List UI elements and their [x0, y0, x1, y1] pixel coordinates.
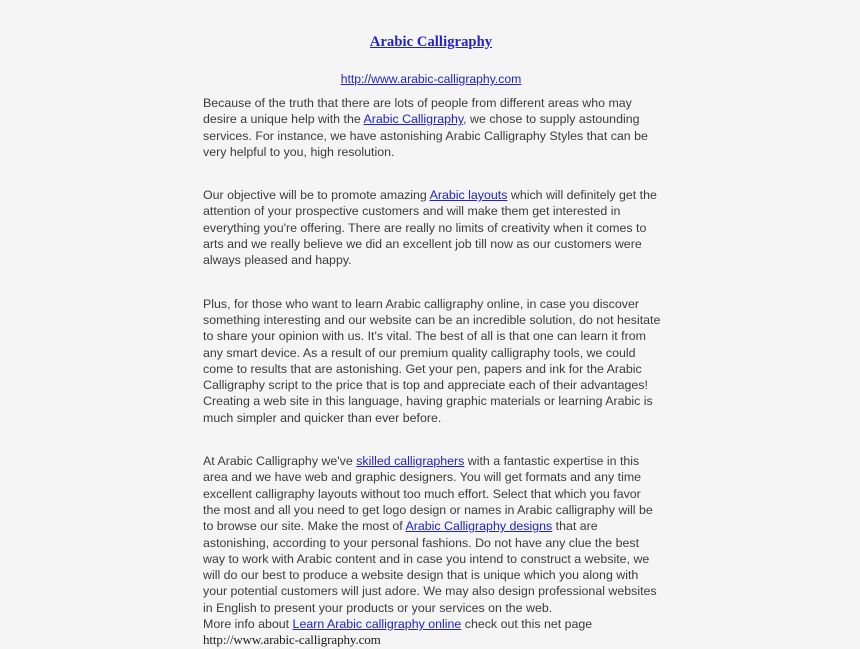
link-learn-arabic-calligraphy-online[interactable]: Learn Arabic calligraphy online — [292, 617, 462, 632]
link-arabic-calligraphy-designs[interactable]: Arabic Calligraphy designs — [405, 519, 553, 534]
more-info-line — [203, 616, 661, 632]
more-info-suffix: check out this net page — [461, 617, 593, 632]
paragraph-3 — [203, 296, 661, 426]
paragraph-4 — [203, 453, 661, 616]
footer-url: http://www.arabic-calligraphy.com — [203, 632, 381, 648]
paragraph-2-text-2: which will definitely get the attention of your prospective customers and will make them get interested in everything you're offering. There are really no limits of creativity when it comes to arts and we really believe we did an excellent job till now as our customers were always pleased and happy. — [203, 188, 657, 268]
header-url-link[interactable]: http://www.arabic-calligraphy.com — [340, 72, 522, 86]
paragraph-4-text-1: At Arabic Calligraphy we've — [203, 454, 357, 469]
paragraph-1-text-2: , we chose to supply astounding services. For instance, we have astonishing Arabic Calligraphy Styles that can be very helpful to you, high resolution. — [203, 112, 648, 159]
paragraph-4-text-3: that are astonishing, according to your personal fashions. Do not have any clue the best way to work with Arabic content and in case you intend to construct a website, we will do our best to produce a website design that is unique which you along with your potential customers will just adore. We may also design professional websites in English to present your products or your services on the web. — [203, 519, 657, 615]
link-skilled-calligraphers[interactable]: skilled calligraphers — [356, 454, 465, 469]
paragraph-4-text-2: with a fantastic expertise in this area and we have web and graphic designers. You will get formats and any time excellent calligraphy layouts without too much effort. Select that which you favor the most and all you need to get logo design or names in Arabic calligraphy will be to browse our site. Make the most of — [203, 454, 653, 534]
paragraph-1 — [203, 95, 661, 160]
paragraph-3-text-1: Plus, for those who want to learn Arabic calligraphy online, in case you discover something interesting and our website can be an incredible solution, do not hesitate to share your opinion with us. It's vital. The best of all is that one can learn it from any smart device. As a result of our premium quality calligraphy tools, we could come to results that are astonishing. Get your pen, papers and ink for the Arabic Calligraphy script to the price that is top and appreciate each of their advantages! Creating a web site in this language, having graphic materials or learning Arabic is much simpler and quicker than ever before. — [203, 296, 661, 425]
link-arabic-layouts[interactable]: Arabic layouts — [429, 188, 508, 203]
paragraph-2 — [203, 187, 661, 268]
header-url-line — [203, 70, 659, 88]
document-body — [203, 95, 661, 649]
document-content — [203, 34, 661, 648]
paragraph-2-text-1: Our objective will be to promote amazing — [203, 188, 430, 203]
link-arabic-calligraphy[interactable]: Arabic Calligraphy — [363, 112, 464, 127]
paragraph-1-text-1: Because of the truth that there are lots of people from different areas who may desire a unique help with the — [203, 96, 632, 127]
more-info-prefix: More info about — [203, 617, 293, 632]
page-title[interactable]: Arabic Calligraphy — [369, 34, 493, 50]
